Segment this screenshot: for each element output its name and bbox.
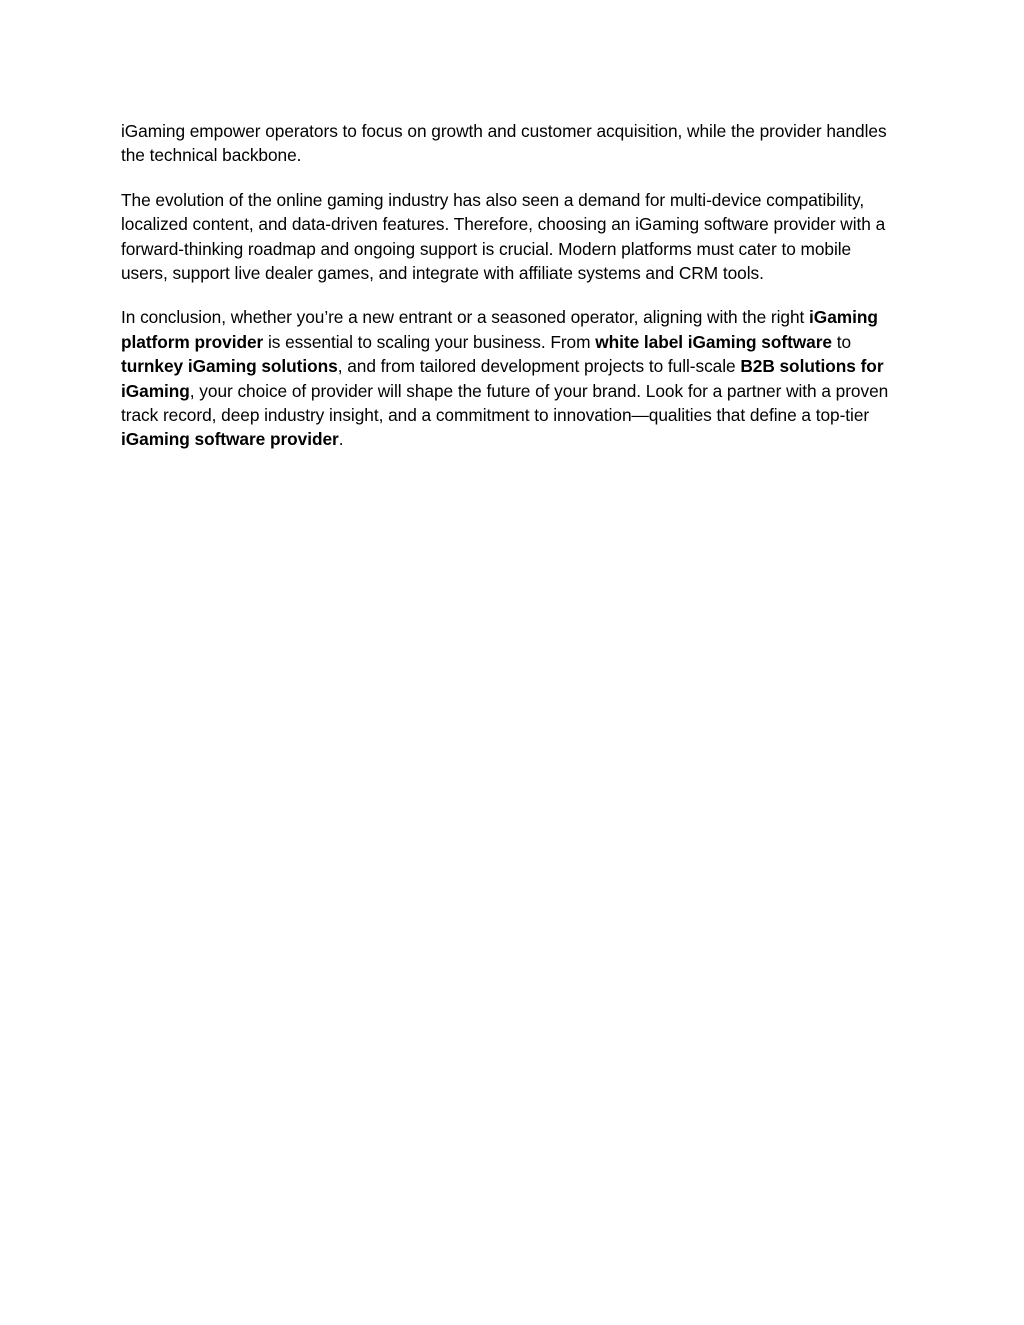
bold-term: iGaming platform provider xyxy=(121,307,878,352)
bold-term: B2B solutions for iGaming xyxy=(121,356,884,401)
paragraph-evolution xyxy=(121,188,889,286)
text-run: is essential to scaling your business. From xyxy=(263,331,596,352)
text-run: In conclusion, whether you’re a new entrant or a seasoned operator, aligning with the right xyxy=(121,307,810,328)
text-run: The evolution of the online gaming industry has also seen a demand for multi-device compatibility, localized content, and data-driven features. Therefore, choosing an iGaming software provider with a forward-thinking roadmap and ongoing support is crucial. Modern platforms must cater to mobile users, support live dealer games, and integrate with affiliate systems and CRM tools. xyxy=(121,189,886,284)
paragraph-conclusion xyxy=(121,305,889,451)
text-run: , and from tailored development projects to full-scale xyxy=(337,356,741,377)
text-run: , your choice of provider will shape the future of your brand. Look for a partner with a proven track record, deep industry insight, and a commitment to innovation—qualities that define a top-tier xyxy=(121,380,889,426)
paragraph-intro xyxy=(121,119,889,168)
bold-term: turnkey iGaming solutions xyxy=(121,356,338,377)
text-run: to xyxy=(831,331,852,352)
bold-term: white label iGaming software xyxy=(595,331,832,352)
text-run: . xyxy=(338,429,344,450)
text-run: iGaming empower operators to focus on growth and customer acquisition, while the provider handles the technical backbone. xyxy=(121,121,887,166)
bold-term: iGaming software provider xyxy=(121,429,339,450)
document-body xyxy=(121,119,889,472)
